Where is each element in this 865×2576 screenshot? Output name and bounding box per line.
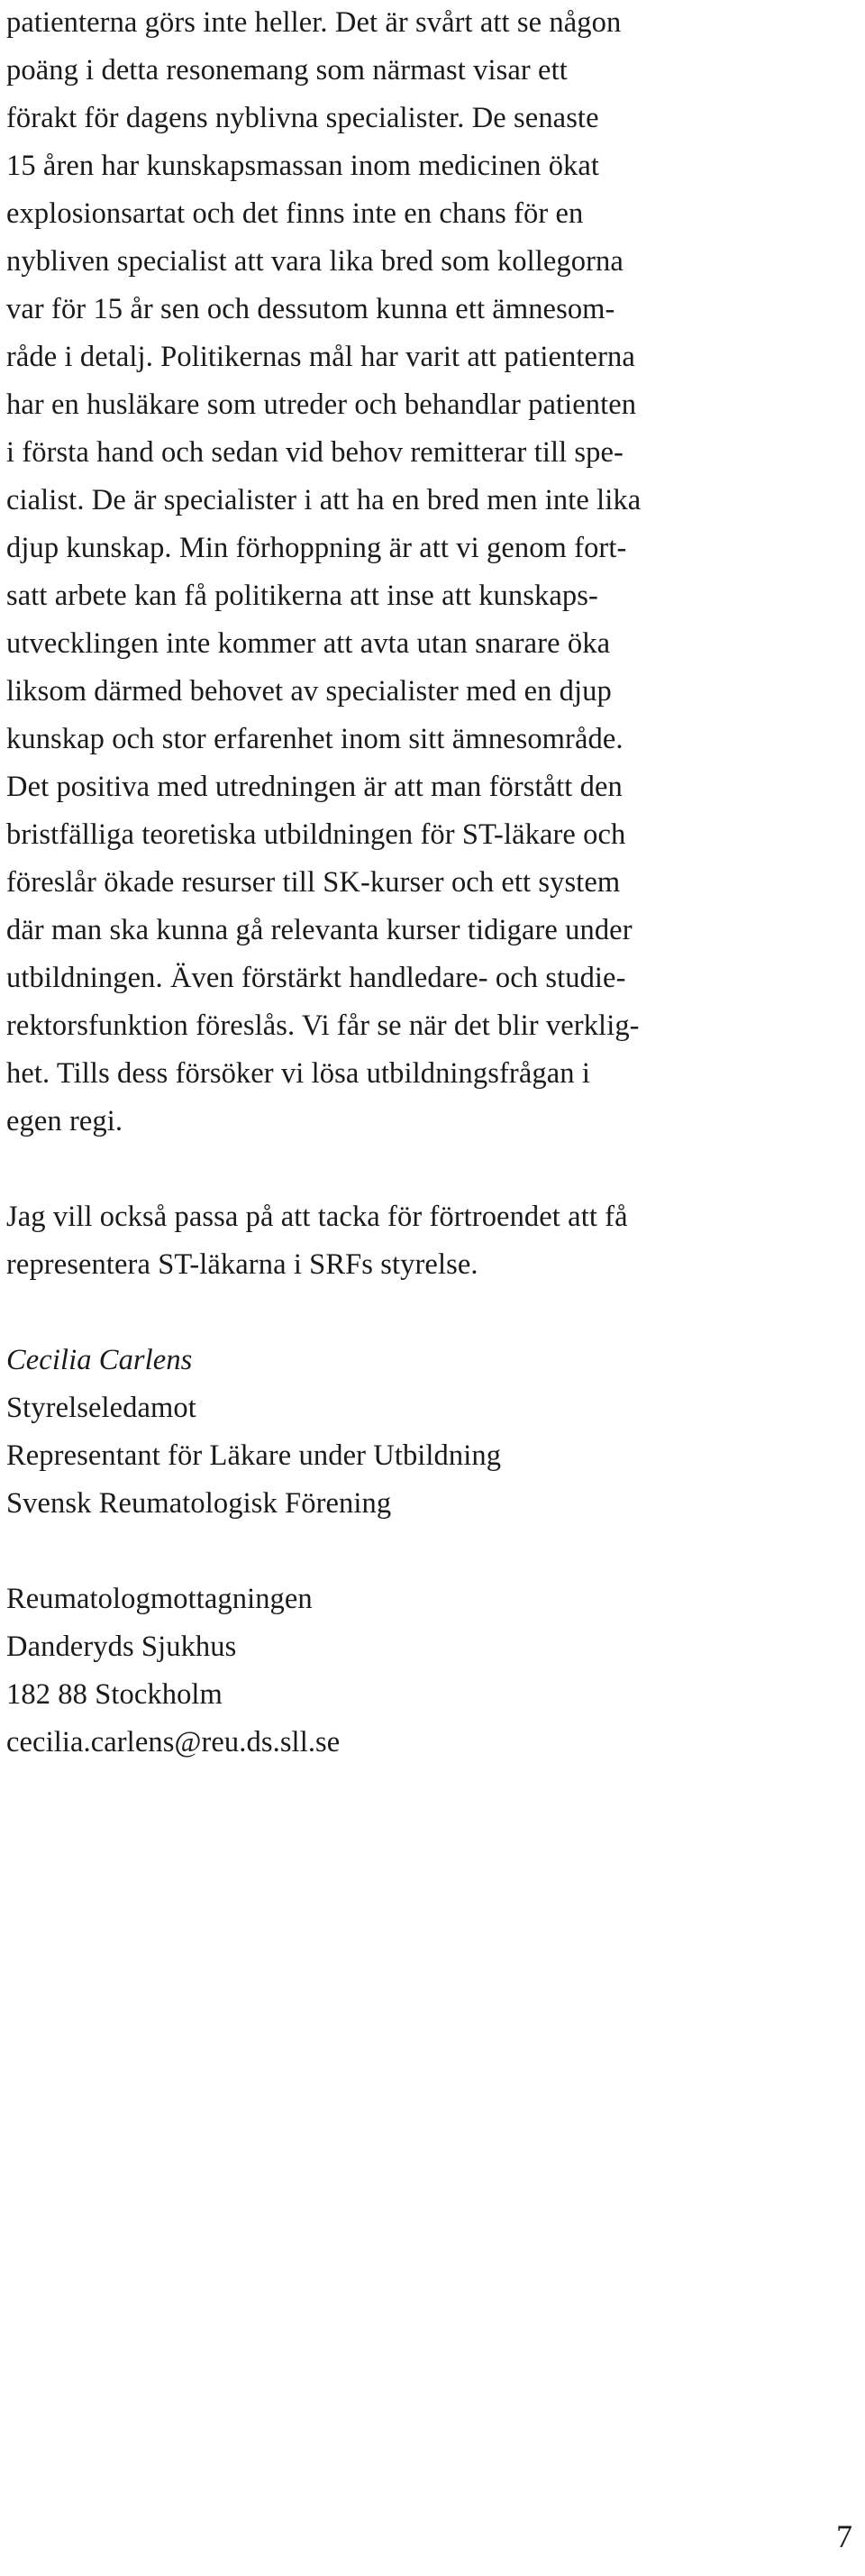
body-line: patienterna görs inte heller. Det är svårt att se någon <box>6 6 622 39</box>
body-line: har en husläkare som utreder och behandlar patienten <box>6 388 637 421</box>
body-line: utvecklingen inte kommer att avta utan snarare öka <box>6 627 611 660</box>
thanks-line: representera ST-läkarna i SRFs styrelse. <box>6 1248 478 1281</box>
body-line: nybliven specialist att vara lika bred som kollegorna <box>6 245 624 278</box>
body-line: cialist. De är specialister i att ha en bred men inte lika <box>6 484 642 516</box>
body-line: djup kunskap. Min förhoppning är att vi genom fort- <box>6 532 627 564</box>
body-line: egen regi. <box>6 1105 123 1137</box>
body-line: 15 åren har kunskapsmassan inom medicinen ökat <box>6 150 600 182</box>
signature-role-line: Representant för Läkare under Utbildning <box>6 1439 502 1472</box>
body-line: rektorsfunktion föreslås. Vi får se när det blir verklig- <box>6 1009 640 1042</box>
body-line: var för 15 år sen och dessutom kunna ett ämnesom- <box>6 293 615 325</box>
body-line: i första hand och sedan vid behov remitterar till spe- <box>6 436 624 469</box>
thanks-line: Jag vill också passa på att tacka för förtroendet att få <box>6 1201 628 1233</box>
body-line: Det positiva med utredningen är att man förstått den <box>6 771 623 803</box>
body-line: förakt för dagens nyblivna specialister. De senaste <box>6 102 599 134</box>
address-line: Reumatologmottagningen <box>6 1583 313 1615</box>
page-number: 7 <box>836 2518 852 2554</box>
signature-role-line: Svensk Reumatologisk Förening <box>6 1487 392 1520</box>
body-line: poäng i detta resonemang som närmast visar ett <box>6 54 568 87</box>
body-line: föreslår ökade resurser till SK-kurser och ett system <box>6 866 621 899</box>
body-line: där man ska kunna gå relevanta kurser tidigare under <box>6 914 633 946</box>
signature-name: Cecilia Carlens <box>6 1344 193 1376</box>
body-line: bristfälliga teoretiska utbildningen för ST-läkare och <box>6 818 626 851</box>
body-line: liksom därmed behovet av specialister med en djup <box>6 675 612 708</box>
address-line: Danderyds Sjukhus <box>6 1631 237 1663</box>
body-line: kunskap och stor erfarenhet inom sitt ämnesområde. <box>6 723 624 755</box>
body-line: explosionsartat och det finns inte en chans för en <box>6 197 584 230</box>
body-line: råde i detalj. Politikernas mål har varit att patienterna <box>6 341 635 373</box>
signature-role-line: Styrelseledamot <box>6 1392 196 1424</box>
address-line: 182 88 Stockholm <box>6 1678 223 1711</box>
email-address: cecilia.carlens@reu.ds.sll.se <box>6 1726 341 1758</box>
body-line: satt arbete kan få politikerna att inse att kunskaps- <box>6 580 598 612</box>
body-line: het. Tills dess försöker vi lösa utbildningsfrågan i <box>6 1057 590 1090</box>
body-line: utbildningen. Även förstärkt handledare- och studie- <box>6 962 626 994</box>
